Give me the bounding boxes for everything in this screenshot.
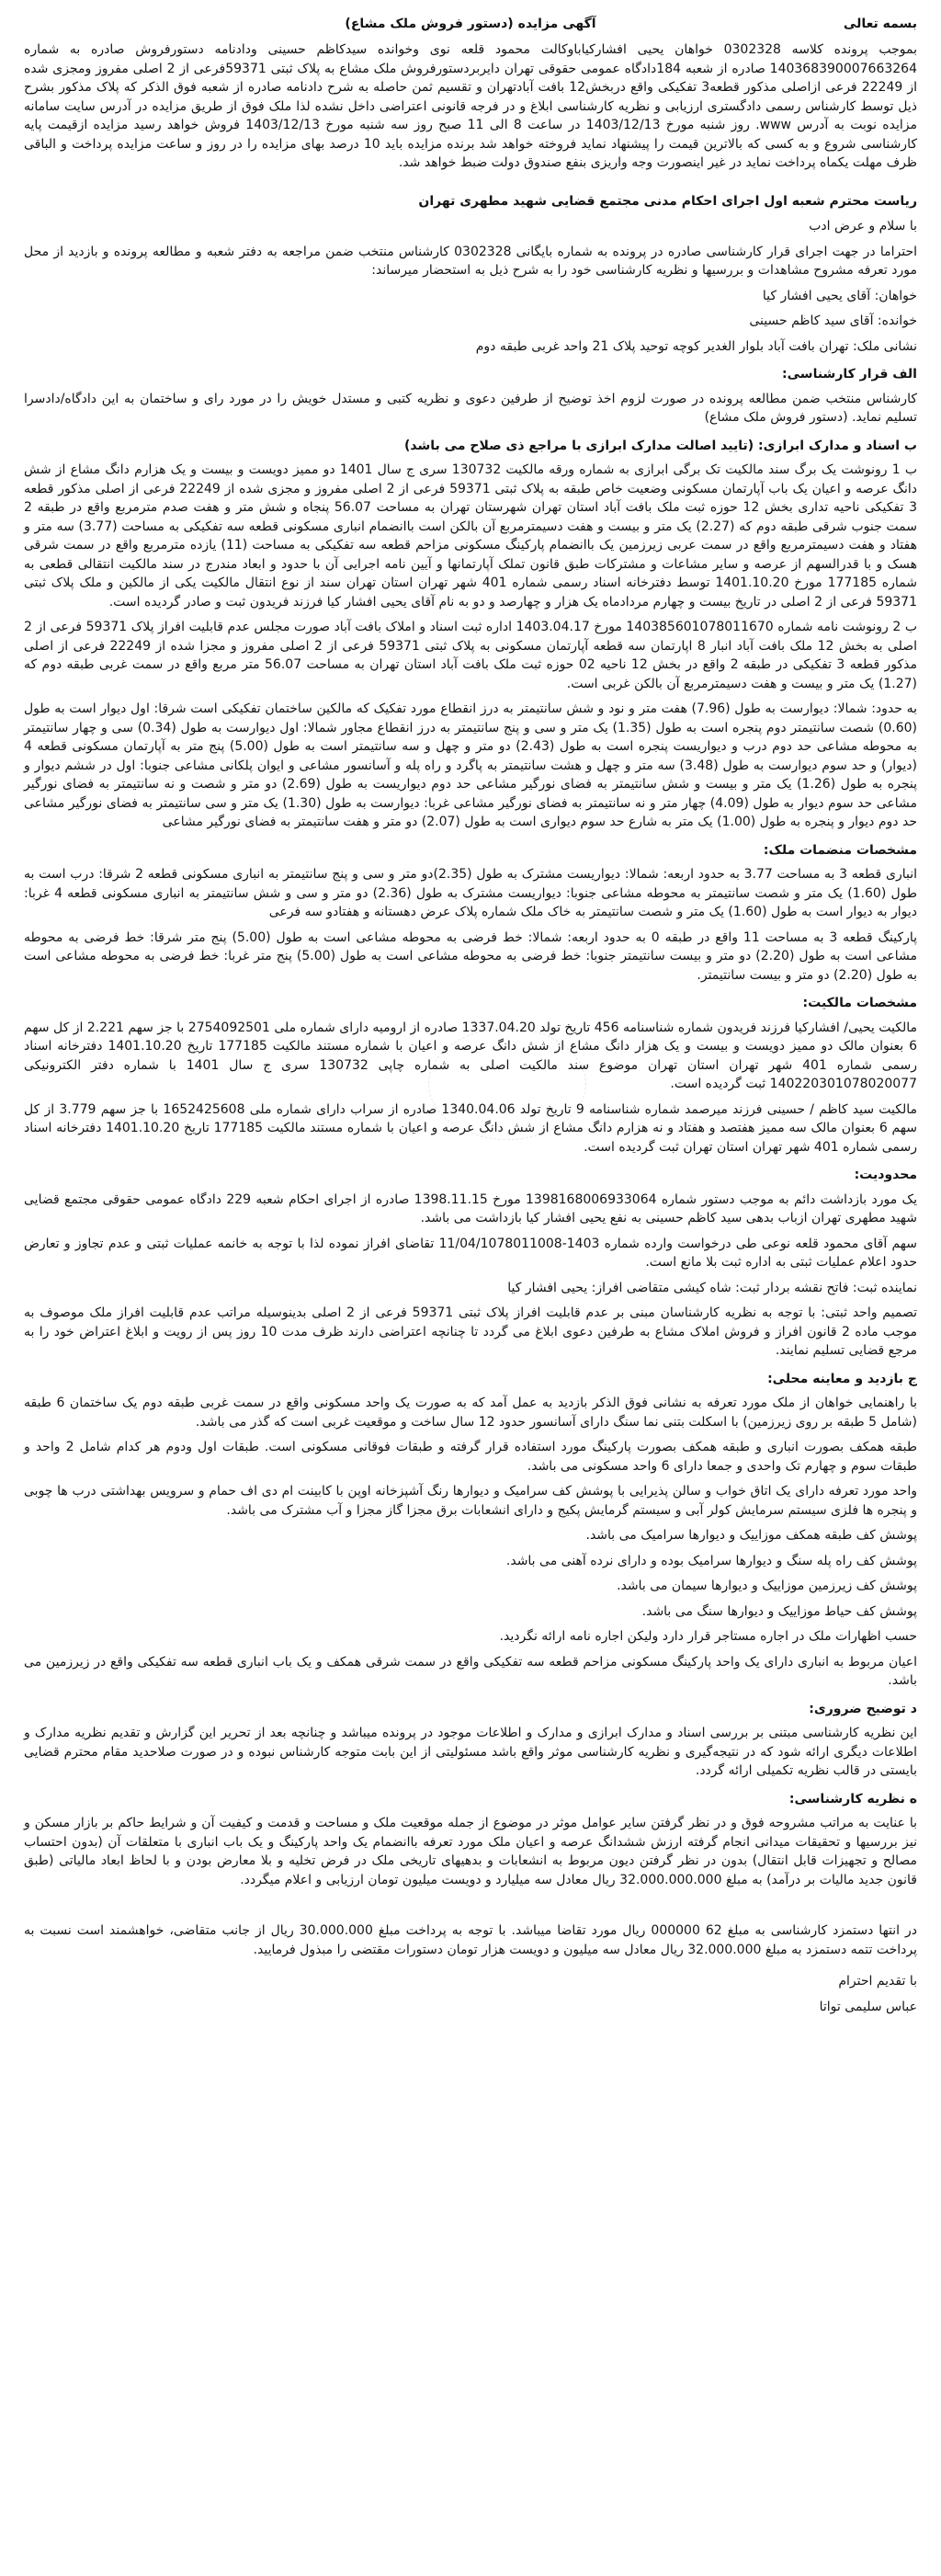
header-right-title: بسمه تعالی [843,17,917,31]
closing-fee-paragraph: در انتها دستمزد کارشناسی به مبلغ 62 000000 ریال مورد تقاضا میباشد. با توجه به پرداخت مبلغ 30.000.000 ریال از جانب متقاضی، خواهشمند است نسبت به پرداخت تتمه دستمزد به مبلغ 32.000.000 ریال معادل سه میلیون و دویست هزار تومان دستورات مقتضی را مبذول فرمایید. [24,1923,918,1957]
necessary-note: این نظریه کارشناسی مبتنی بر بررسی اسناد و مدارک ابرازی و مدارک و اطلاعات موجود در پرونده میباشد و چنانچه بعد از تحریر این گزارش و تقدیم نظریه مدارک و اطلاعات دیگری ارائه شود که در نتیجه‌گیری و نظریه کارشناسی موثر واقع باشد مسئولیتی از این بابت متوجه کارشناس نبوده و در صورت صلاحدید مقام محترم قضایی بایستی در قالب نظریه تکمیلی ارائه گردد. [24,1726,917,1778]
intro-paragraph: بموجب پرونده کلاسه 0302328 خواهان یحیی افشارکیاباوکالت محمود قلعه نوی وخوانده سیدکاظم حسینی ودادنامه دستورفروش صادره به شماره 140368390007663264 صادره از شعبه 184دادگاه عمومی حقوقی تهران دایربردستورفروش ملک مشاع به پلاک ثبتی 59371فرعی از 2 اصلی مفروز ومجزی شده از 22249 فرعی ازاصلی مذکور قطعه3 تفکیکی واقع دربخش12 بافت آبادتهران و تقسیم ثمن حاصله به شرح دادنامه صادره از شعبه فوق الذکر که پلاک مذکور بشرح ذیل توسط کارشناس رسمی دادگستری ارزیابی و نظریه کارشناسی ابلاغ و در فرجه قانونی اعتراضی داخل نشده لذا ملک فوق از طریق مزایده در آدرس سایت سامانه مزایده نوبت به آدرس www. روز شنبه مورخ 1403/12/13 در ساعت 8 الی 11 صبح روز سه شنبه مورخ 1403/12/13 فروش خواهد رسید مزایده ازقیمت پایه کارشناسی شروع و به کسی که بالاترین قیمت را پیشنهاد نماید فروخته خواهد شد برنده مزایده باید 10 درصد بهای مزایده را در روز و ساعت مزایده پرداخت و الباقی ظرف مهلت یکماه پرداخت نماید در غیر اینصورت وجه واریزی بنفع صندوق دولت ضبط خواهد شد. [24,42,918,170]
visit-1: با راهنمایی خواهان از ملک مورد تعرفه به نشانی فوق الذکر بازدید به عمل آمد که به صورت یک واحد مسکونی واقع در سمت غربی طبقه دوم یک ساختمان 6 طبقه (شامل 5 طبقه بر روی زیرزمین) با اسکلت بتنی نما سنگ دارای آسانسور حدود 12 سال ساخت و موقعیت غربی است که گذر می باشد. [24,1396,917,1430]
ownership-1: مالکیت یحیی/ افشارکیا فرزند فریدون شماره شناسنامه 456 تاریخ تولد 1337.04.20 صادره از ارومیه دارای شماره ملی 2754092501 با جز سهم 2.221 از کل سهم 6 بعنوان مالک دو ممیز دویست و بیست و یک هزار دانگ مشاع از شش دانگ عرصه و اعیان با شماره مستند مالکیت 177185 تاریخ 1401.10.20 دفترخانه اسناد رسمی شماره 401 شهر تهران استان تهران موضوع سند مالکیت اصلی به شماره چاپی 130732 سری ج سال 1401 با شماره دفتر الکترونیکی 140220301078020077 ثبت گردیده است. [24,1020,917,1091]
spacer [24,179,917,192]
address-to: ریاست محترم شعبه اول اجرای احکام مدنی مجتمع قضایی شهید مطهری تهران [418,193,917,209]
parking-spec: پارکینگ قطعه 3 به مساحت 11 واقع در طبقه 0 به حدود اربعه: شمالا: خط فرضی به محوطه مشاعی است به طول (5.00) پنج متر شرقا: خط فرضی به محوطه مشاعی است به طول (2.20) دو متر و بیست سانتیمتر جنوبا: خط فرضی به محوطه مشاعی است به طول (5.00) پنج متر غربا: خط فرضی به محوطه مشاعی است به طول (2.20) دو متر و بیست سانتیمتر. [24,929,918,983]
decision: تصمیم واحد ثبتی: با توجه به نظریه کارشناسان مبنی بر عدم قابلیت افراز پلاک ثبتی 59371 فرعی از 2 اصلی بدینوسیله مراتب عدم قابلیت افراز ملک موصوف به موجب ماده 2 قانون افراز و فروش املاک مشاع به طرفین دعوی ابلاغ می گردد تا چنانچه اعتراضی دارند ظرف مدت 10 روز پس از رویت و ابلاغ اعتراض خود را به مرجع قضایی تسلیم نمایند. [24,1305,917,1358]
document-2: ب 2 رونوشت نامه شماره 140385601078011670 مورخ 1403.04.17 اداره ثبت اسناد و املاک بافت آباد صورت مجلس عدم قابلیت افراز پلاک 59371 فرعی از 2 اصلی به بخش 12 ملک بافت آباد انبار 8 اپارتمان سه قطعه آپارتمان مسکونی به پلاک ثبتی 59371 فرعی از 2 اصلی مفروز و مجزا شده از 22249 فرعی از اصلی مذکور قطعه 3 تفکیکی در طبقه 2 واقع در بخش 12 ناحیه 02 حوزه ثبت ملک بافت آباد استان تهران به مساحت 56.07 متر مربع واقع در سمت غربی طبقه دوم که (1.27) یک متر و بیست و هفت دسیمترمربع آن بالکن غربی است. [24,620,918,691]
ownership-block [24,1019,917,1157]
header-center-title: آگهی مزایده (دستور فروش ملک مشاع) [345,17,596,31]
closing-respect: با تقدیم احترام [838,1974,917,1989]
storage-spec: انباری قطعه 3 به مساحت 3.77 به حدود اربعه: شمالا: دیواریست مشترک به طول (2.35)دو متر و سی و پنج سانتیمتر به انباری مسکونی قطعه 2 شرقا: درب است به طول (1.60) یک متر و شصت سانتیمتر به محوطه مشاعی جنوبا: دیواریست مشترک به طول (2.36) دو متر و سی و شش سانتیمتر به انباری مسکونی قطعه 4 غربا: دیوار به دیوار است به طول (1.60) یک متر و شصت سانتیمتر به خاک ملک شماره پلاک عرض دهستانه و هفتادو سه فرعی [24,867,918,919]
section-be-heading: ب اسناد و مدارک ابرازی: (تایید اصالت مدارک ابرازی با مراجع ذی صلاح می باشد) [404,438,917,453]
spacer [24,1909,917,1921]
specs-heading: مشخصات منضمات ملک: [763,842,917,858]
respect-intro: احتراما در جهت اجرای قرار کارشناسی صادره در پرونده به شماره بایگانی 0302328 کارشناس منتخب ضمن مراجعه به دفتر شعبه و مطالعه پرونده و بازدید از محل مورد تعرفه مشروح مشاهدات و بررسیها و نظریه کارشناسی خود را به شرح ذیل به استحضار میرساند: [24,244,917,278]
restriction-2: سهم آقای محمود قلعه نوعی طی درخواست وارده شماره 1403-11/04/1078011008 تقاضای افراز نموده لذا با توجه به خانمه عملیات ثبتی و عدم تجاوز و تعارض حدود اعلام عملیات ثبتی به اداره ثبت بلا مانع است. [24,1236,917,1270]
request-by: نماینده ثبت: فاتح نقشه بردار ثبت: شاه کیشی متقاضی افراز: یحیی افشار کیا [507,1280,917,1295]
greeting: با سلام و عرض ادب [809,219,917,234]
defendant-line: خوانده: آقای سید کاظم حسینی [749,313,917,328]
section-jim-heading: ج بازدید و معاینه محلی: [767,1371,917,1386]
section-dal-heading: د توضیح ضروری: [809,1701,917,1716]
visit-8: حسب اظهارات ملک در اجاره مستاجر قرار دارد ولیکن اجاره نامه ارائه نگردید. [499,1629,917,1644]
document-1: ب 1 رونوشت یک برگ سند مالکیت تک برگی ابرازی به شماره ورقه مالکیت 130732 سری ج سال 1401 دو ممیز دویست و بیست و یک هزارم دانگ مشاع از شش دانگ عرصه و اعیان یک باب آپارتمان مسکونی وضعیت خاص طبقه به پلاک ثبتی 59371 فرعی از 2 اصلی مفروز و مجزی شده از 22249 فرعی از اصلی مذکور قطعه 3 تفکیکی ناحیه تداری بخش 12 حوزه ثبت ملک بافت آباد استان تهران شهرستان تهران به مساحت 56.07 پنجاه و شش متر و هفت صدم مترمربع واقع در طبقه 2 سمت جنوب شرقی طبقه دوم که (2.27) یک متر و بیست و هفت دسیمترمربع آن بالکن است باانضمام انباری مسکونی قطعه سه تفکیکی به مساحت (3.77) سه متر و هفتاد و هفت دسیمترمربع واقع در سمت عربی زیرزمین یک باانضمام پارکینگ مسکونی مزاحم قطعه سه تفکیکی به مساحت (11) یازده مترمربع واقع در سمت شرقی هسک و با قدرالسهم از عرصه و سایر مشاعات و مشترکات طبق قانون تملک آپارتمانها و آیین نامه اجرایی آن با حدود و ابعاد مندرج در سند مالکیت انتقالی قطعی به شماره 177185 مورخ 1401.10.20 توسط دفترخانه اسناد رسمی شماره 401 شهر تهران استان تهران سند از نوع انتقال مالکیت یکی از مالکین و ملک پلاک ثبتی 59371 فرعی از 2 اصلی در تاریخ بیست و چهارم مردادماه یک هزار و چهارصد و دو به نام آقای یحیی افشار کیا فرزند فریدون ثبت و صادر گردیده است. [24,462,918,610]
visit-2: طبقه همکف بصورت انباری و طبقه همکف بصورت پارکینگ مورد استفاده قرار گرفته و طبقات فوقانی مسکونی است. طبقات اول ودوم هر کدام شامل 2 واحد و طبقات سوم و چهارم تک واحدی و جمعا دارای 6 واحد مسکونی می باشد. [24,1440,917,1474]
visit-6: پوشش کف زیرزمین موزاییک و دیوارها سیمان می باشد. [617,1579,917,1593]
restrictions-heading: محدودیت: [854,1168,917,1182]
section-alef-heading: الف قرار کارشناسی: [782,367,917,382]
property-location: نشانی ملک: تهران بافت آباد بلوار الغدیر کوچه توحید پلاک 21 واحد غربی طبقه دوم [475,338,917,354]
visit-5: پوشش کف راه پله سنگ و دیوارها سرامیک بوده و دارای نرده آهنی می باشد. [505,1553,917,1568]
qarar-text: کارشناس منتخب ضمن مطالعه پرونده در صورت لزوم اخذ توضیح از طرفین دعوی و نظریه کتبی و مستدل خویش را در مورد رای و ساختمان به این دادگاه/دادسرا تسلیم نماید. (دستور فروش ملک مشاع) [24,391,917,425]
spacer [24,1896,917,1909]
ownership-heading: مشخصات مالکیت: [802,996,917,1010]
visit-7: پوشش کف حیاط موزاییک و دیوارها سنگ می باشد. [641,1603,917,1619]
visit-4: پوشش کف طبقه همکف موزاییک و دیوارها سرامیک می باشد. [585,1528,917,1543]
document-header [24,13,917,37]
section-he-heading: ه نظریه کارشناسی: [788,1791,917,1807]
boundaries-main: به حدود: شمالا: دیوارست به طول (7.96) هفت متر و نود و شش سانتیمتر به درز انقطاع مورد تفکیک که مالکین ساختمان تفکیکی است شرقا: اول دیوار است به طول (0.60) شصت سانتیمتر دوم پنجره است به طول (1.35) یک متر و سی و پنج سانتیمتر به درز انقطاع مجاور شمالا: اول دیوارست به طول (0.34) سی و چهار سانتیمتر به محوطه مشاعی حد دوم درب و دیواریست پنجره است به طول (2.43) دو متر و چهل و سه سانتیمتر است به طول (5.00) پنج متر به آپارتمان مسکونی قطعه 4 (دیوار) و حد سوم دیوارست به طول (3.48) سه متر و چهل و هشت سانتیمتر به پاگرد و راه پله و آسانسور مشاعی و ایوان پلکانی مشاعی جنوبا: اول در ششم دیوار و پنجره به طول (1.26) یک متر و بیست و شش سانتیمتر به فضای نورگیر مشاعی حد دوم دیواریست به طول (2.69) دو متر و شصت و نه سانتیمتر به فضای نورگیر مشاعی حد سوم دیوار به طول (4.09) چهار متر و نه سانتیمتر به فضای نورگیر مشاعی غربا: دیوارست به طول (1.30) یک متر و سی سانتیمتر به فضای نورگیر مشاعی حد دوم دیوار و پنجره به طول (1.00) یک متر به شارع حد سوم دیواری است به طول (2.07) دو متر و هفت سانتیمتر به فضای نورگیر مشاعی [24,701,918,829]
restriction-1: یک مورد بازداشت دائم به موجب دستور شماره 1398168006933064 مورخ 1398.11.15 صادره از اجرای احکام شعبه 229 دادگاه عمومی حقوقی مجتمع قضایی شهید مطهری تهران ازباب بدهی سید کاظم حسینی به نفع یحیی افشار کیا بازداشت می باشد. [24,1191,917,1225]
plaintiff-line: خواهان: آقای یحیی افشار کیا [762,288,917,303]
signature-name: عباس سلیمی تواتا [819,1999,917,2014]
visit-3: واحد مورد تعرفه دارای یک اتاق خواب و سالن پذیرایی با پوشش کف سرامیک و دیوارها رنگ آشپزخانه اوپن با کابینت ام دی اف حمام و سرویس بهداشتی درب ها چوبی و پنجره ها فلزی سیستم سرمایش کولر آبی و سیستم گرمایش پکیج و دارای انشعابات برق مجزا گاز مجزا و آب مشترک می باشد. [24,1484,917,1518]
visit-9: اعیان مربوط به انباری دارای یک واحد پارکینگ مسکونی مزاحم قطعه سه تفکیکی واقع در سمت شرقی همکف و یک باب انباری قطعه سه تفکیکی واقع در زیرزمین می باشد. [24,1654,917,1688]
ownership-2: مالکیت سید کاظم / حسینی فرزند میرصمد شماره شناسنامه 9 تاریخ تولد 1340.04.06 صادره از سراب دارای شماره ملی 1652425608 با جز سهم 3.779 از کل سهم 6 بعنوان مالک سه ممیز هفتصد و هفتاد و نه هزارم دانگ مشاع از شش دانگ عرصه و اعیان با شماره مستند مالکیت 177185 تاریخ 1401.10.20 دفترخانه اسناد رسمی شماره 401 شهر تهران استان تهران ثبت گردیده است. [24,1101,918,1155]
expert-opinion: با عنایت به مراتب مشروحه فوق و در نظر گرفتن سایر عوامل موثر در موضوع از جمله موقعیت ملک و مساحت و قدمت و کیفیت آن و شرایط حاکم بر بازار مسکن و نیز بررسیها و تحقیقات میدانی انجام گرفته ارزش ششدانگ عرصه و اعیان ملک مورد تعرفه باانضمام یک واحد پارکینگ و یک باب انباری با متعلقات آن (بدون احتساب مصالح و تجهیزات قابل انتقال) بدون در نظر گرفتن دیون مربوط به انشعابات و بدهیهای تاریخی ملک در فرض تخلیه و بلا معارض بودن و با لحاظ ابعاد مالیاتی (طبق قانون جدید مالیات بر درآمد) به مبلغ 32.000.000.000 ریال معادل سه میلیارد و دویست میلیون تومان ارزیابی و اعلام میگردد. [24,1816,917,1887]
